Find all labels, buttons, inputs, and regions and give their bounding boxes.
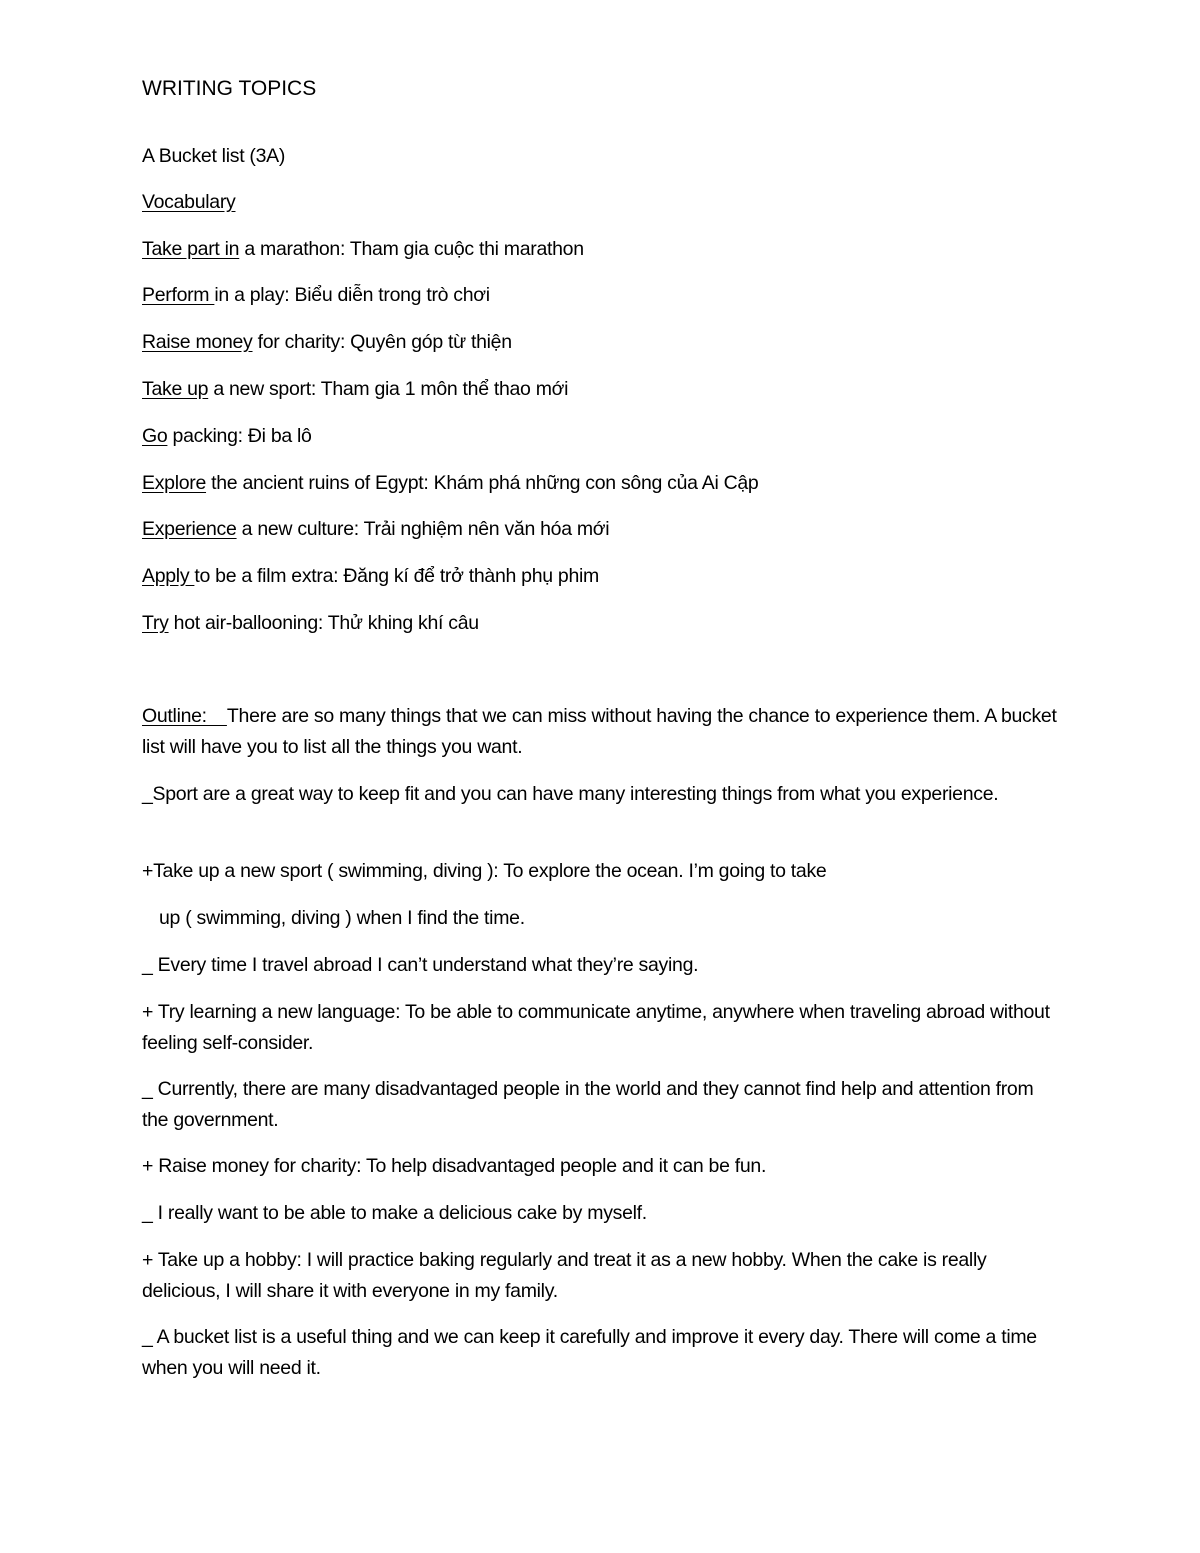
- vocab-meaning: to be a film extra: Đăng kí để trở thành phụ phim: [194, 565, 599, 587]
- outline-point: + Try learning a new language: To be able to communicate anytime, anywhere when traveling abroad without feeling self-consider.: [142, 1001, 1050, 1054]
- vocab-phrase: Take up: [142, 378, 209, 400]
- vocab-item: [142, 374, 1057, 405]
- vocab-phrase: Explore: [142, 472, 207, 494]
- vocab-meaning: for charity: Quyên góp từ thiện: [252, 331, 512, 353]
- outline-intro: There are so many things that we can miss without having the chance to experience them. A bucket list will have you to list all the things you want.: [142, 705, 1057, 758]
- vocab-item: [142, 561, 1057, 592]
- vocab-phrase: Experience: [142, 518, 237, 540]
- outline-point: up ( swimming, diving ) when I find the time.: [159, 907, 525, 929]
- outline-point: + Raise money for charity: To help disadvantaged people and it can be fun.: [142, 1155, 767, 1177]
- vocab-item: [142, 514, 1057, 545]
- vocab-item: [142, 468, 1057, 499]
- vocab-item: [142, 327, 1057, 358]
- vocab-meaning: hot air-ballooning: Thử khing khí câu: [168, 612, 479, 634]
- vocab-phrase: Try: [142, 612, 169, 634]
- vocab-meaning: packing: Đi ba lô: [167, 425, 312, 447]
- vocab-meaning: in a play: Biểu diễn trong trò chơi: [214, 284, 490, 306]
- outline-point: _ I really want to be able to make a delicious cake by myself.: [142, 1202, 647, 1224]
- vocab-item: [142, 608, 1057, 639]
- vocab-phrase: Take part in: [142, 238, 240, 260]
- outline-point: _ Every time I travel abroad I can’t understand what they’re saying.: [142, 954, 699, 976]
- vocab-meaning: a marathon: Tham gia cuộc thi marathon: [239, 238, 584, 260]
- vocabulary-heading: Vocabulary: [142, 191, 236, 213]
- outline-point: _Sport are a great way to keep fit and you can have many interesting things from what you experience.: [142, 783, 999, 805]
- document-subtitle: A Bucket list (3A): [142, 145, 286, 167]
- vocab-phrase: Perform: [142, 284, 215, 306]
- vocab-item: [142, 421, 1057, 452]
- vocab-meaning: the ancient ruins of Egypt: Khám phá những con sông của Ai Cập: [206, 472, 759, 494]
- outline-point: +Take up a new sport ( swimming, diving ): To explore the ocean. I’m going to take: [142, 860, 827, 882]
- vocab-item: [142, 280, 1057, 311]
- vocab-item: [142, 234, 1057, 265]
- outline-point: _ A bucket list is a useful thing and we can keep it carefully and improve it every day. There will come a time when you will need it.: [142, 1326, 1037, 1379]
- vocab-phrase: Raise money: [142, 331, 253, 353]
- vocab-phrase: Apply: [142, 565, 195, 587]
- vocab-phrase: Go: [142, 425, 168, 447]
- document-title: WRITING TOPICS: [142, 77, 317, 100]
- outline-label: Outline:: [142, 705, 227, 727]
- vocab-meaning: a new sport: Tham gia 1 môn thể thao mới: [208, 378, 569, 400]
- vocab-meaning: a new culture: Trải nghiệm nên văn hóa mới: [236, 518, 610, 540]
- outline-paragraph: [142, 701, 1057, 763]
- outline-point: _ Currently, there are many disadvantaged people in the world and they cannot find help and attention from the government.: [142, 1078, 1034, 1131]
- outline-point: + Take up a hobby: I will practice baking regularly and treat it as a new hobby. When the cake is really delicious, I will share it with everyone in my family.: [142, 1249, 987, 1302]
